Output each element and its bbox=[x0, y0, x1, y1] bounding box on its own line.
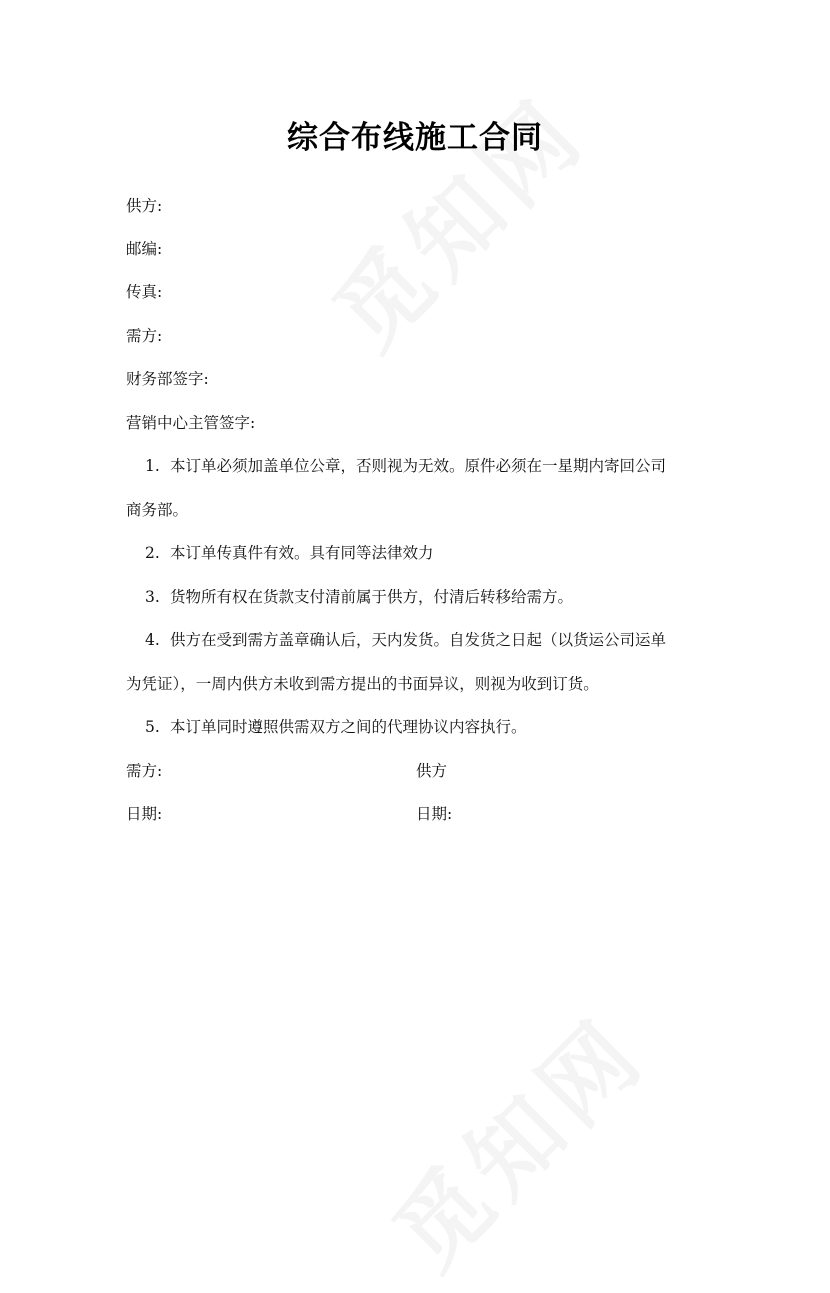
term-1-continuation: 商务部。 bbox=[126, 501, 189, 519]
term-4-continuation: 为凭证），一周内供方未收到需方提出的书面异议，则视为收到订货。 bbox=[126, 675, 599, 693]
term-4 bbox=[145, 629, 666, 651]
date-supplier: 日期: bbox=[416, 805, 453, 823]
term-number: 2. bbox=[145, 544, 160, 562]
signature-supplier: 供方 bbox=[416, 762, 448, 780]
term-number: 5. bbox=[145, 718, 160, 736]
field-fax: 传真: bbox=[126, 283, 163, 301]
term-text: 本订单必须加盖单位公章，否则视为无效。原件必须在一星期内寄回公司 bbox=[170, 457, 667, 475]
signature-buyer: 需方: bbox=[126, 762, 163, 780]
field-postcode: 邮编: bbox=[126, 240, 163, 258]
field-supplier: 供方: bbox=[126, 197, 163, 215]
field-marketing-signature: 营销中心主管签字: bbox=[126, 414, 256, 432]
term-3 bbox=[145, 586, 573, 608]
term-text: 本订单传真件有效。具有同等法律效力 bbox=[170, 544, 434, 562]
watermark bbox=[300, 64, 610, 374]
term-number: 3. bbox=[145, 588, 160, 606]
date-buyer: 日期: bbox=[126, 805, 163, 823]
document-title: 综合布线施工合同 bbox=[287, 120, 543, 156]
term-text: 本订单同时遵照供需双方之间的代理协议内容执行。 bbox=[170, 718, 527, 736]
term-1 bbox=[145, 455, 666, 477]
field-finance-signature: 财务部签字: bbox=[126, 370, 209, 388]
term-text: 供方在受到需方盖章确认后，天内发货。自发货之日起（以货运公司运单 bbox=[170, 631, 667, 649]
term-number: 4. bbox=[145, 631, 160, 649]
term-5 bbox=[145, 716, 527, 738]
field-buyer: 需方: bbox=[126, 327, 163, 345]
term-text: 货物所有权在货款支付清前属于供方，付清后转移给需方。 bbox=[170, 588, 574, 606]
watermark bbox=[360, 984, 670, 1293]
term-2 bbox=[145, 542, 434, 564]
term-number: 1. bbox=[145, 457, 160, 475]
